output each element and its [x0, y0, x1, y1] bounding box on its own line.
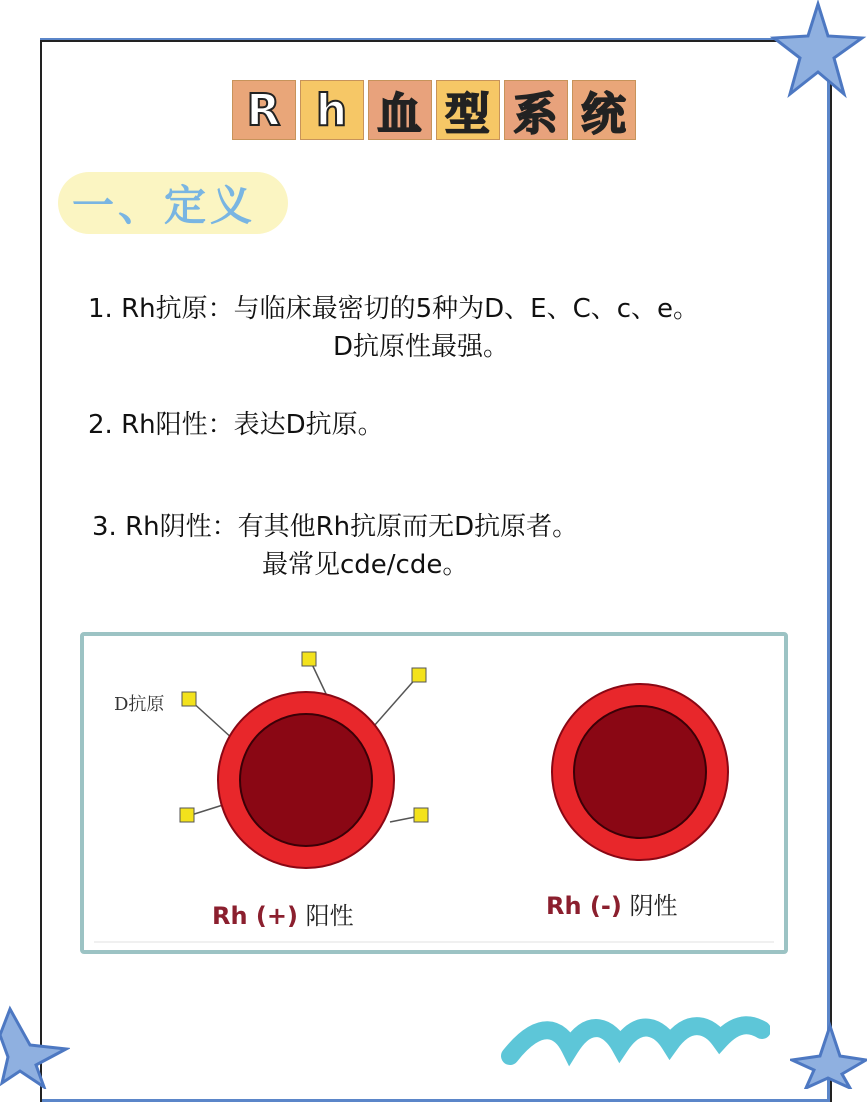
title-char: R [232, 80, 296, 140]
rh-negative-label [546, 886, 677, 921]
blood-cell-illustration [84, 636, 784, 950]
rh-positive-text: 阳性 [305, 902, 354, 930]
d-antigen-marker [182, 692, 196, 706]
star-icon [0, 1005, 70, 1089]
star-icon [790, 1020, 867, 1089]
d-antigen-label: D抗原 [114, 694, 165, 715]
title-char: 系 [504, 80, 568, 140]
definition-3-line-1: 3. Rh阴性：有其他Rh抗原而无D抗原者。 [92, 512, 579, 542]
d-antigen-marker [414, 808, 428, 822]
page-title [0, 80, 867, 140]
d-antigen-marker [412, 668, 426, 682]
section-heading: 一、定义 [58, 172, 288, 234]
title-char: 统 [572, 80, 636, 140]
rh-negative-text: 阴性 [629, 892, 678, 920]
definition-1-line-2: D抗原性最强。 [333, 332, 510, 362]
rh-positive-symbol: Rh (+) [212, 902, 298, 930]
title-char: 血 [368, 80, 432, 140]
rh-positive-label [212, 896, 354, 931]
rh-positive-cell-inner [240, 714, 372, 846]
title-char: h [300, 80, 364, 140]
rh-negative-symbol: Rh (-) [546, 892, 622, 920]
definition-1-line-1: 1. Rh抗原：与临床最密切的5种为D、E、C、c、e。 [88, 294, 700, 324]
d-antigen-marker [302, 652, 316, 666]
title-char: 型 [436, 80, 500, 140]
rh-negative-cell-inner [574, 706, 706, 838]
rh-diagram [80, 632, 788, 954]
d-antigen-marker [180, 808, 194, 822]
brush-stroke-decoration [500, 1008, 770, 1068]
definition-3-line-2: 最常见cde/cde。 [262, 550, 469, 580]
definition-2: 2. Rh阳性：表达D抗原。 [88, 410, 384, 440]
